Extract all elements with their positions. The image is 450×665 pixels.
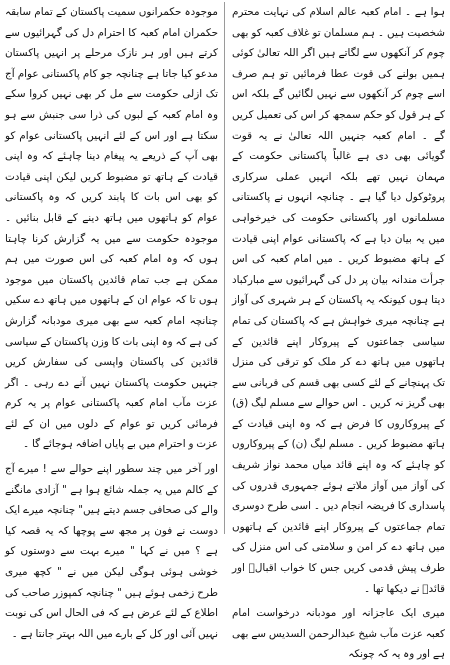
paragraph: میری ایک عاجزانہ اور مودبانہ درخواست امام کعبہ عزت مآب شیخ عبدالرحمن السدیس سے بھی ہے اور وہ یہ کہ چونکہ	[232, 607, 445, 661]
left-text-column	[2, 2, 221, 640]
right-text-column	[229, 2, 448, 661]
paragraph: موجودہ حکمرانوں سمیت پاکستان کے تمام سابقہ حکمران امام کعبہ کا احترام دل کی گہرائیوں سے کرتے ہیں اور ہر نازک مرحلے پر انہیں پاکستان مدعو کیا جاتا ہے چنانچہ جو کام پاکستانی عوام آج تک ازلی حکومت سے مل کر بھی نہیں کروا سکے وہ امام کعبہ کے لبوں کی ذرا سی جنبش سے ہو سکتا ہے اور اس کے لئے انہیں پاکستانی عوام کو بھی آپ کے ذریعے یہ پیغام دینا چاہئے کہ وہ اپنی قیادت کے ہاتھ تو مضبوط کریں لیکن اپنی قیادت کو بھی اس بات کا پابند کریں کہ وہ پاکستانی عوام کو ہاتھوں میں ہاتھ دینے کے قابل بنائیں ۔ موجودہ حکومت سے میں یہ گزارش کرنا چاہتا ہوں کہ وہ امام کعبہ کی اس صورت میں ہم ممکن ہے جب تمام قائدین پاکستان میں موجود ہوں تا کہ عوام ان کے ہاتھوں میں ہاتھ دے سکیں چنانچہ امام کعبہ سے بھی میری مودبانہ گزارش کی ہے کہ وہ اپنی بات کا وزن پاکستان کے سیاسی قائدین کی پاکستان واپسی کی سفارش کریں جنہیں حکومت پاکستان نہیں آنے دے رہی ۔ اگر عزت مآب امام کعبہ پاکستانی عوام پر یہ کرم فرمائی کریں تو عوام کے دلوں میں ان کے لئے عزت و احترام میں بے پایاں اضافہ ہوجائے گا ۔	[5, 6, 218, 451]
paragraph: ہوا ہے ۔ امام کعبہ عالم اسلام کی نہایت محترم شخصیت ہیں ۔ ہم مسلمان تو غلاف کعبہ کو بھی چوم کر آنکھوں سے لگاتے ہیں اگر اللہ تعالیٰ کوئی ہمیں بولنے کی قوت عطا فرمائیں تو ہم صرف اسے چوم کر آنکھوں سے نہیں لگائیں گے بلکہ اس کے ہر قول کو حکم سمجھ کر اس کی تعمیل کریں گے ۔ امام کعبہ جنہیں اللہ تعالیٰ نے یہ قوت گویائی بھی دی ہے غالباً پاکستانی حکومت کے مہمان نہیں تھے بلکہ انہیں عملی سرکاری پروٹوکول دیا گیا ہے ۔ چنانچہ انہوں نے پاکستانی مسلمانوں اور پاکستانی حکومت کی خیرخواہی میں یہ بیان دیا ہے کہ پاکستانی عوام اپنی قیادت کے ہاتھ مضبوط کریں ۔ میں امام کعبہ کی اس جرأت مندانہ بیان پر دل کی گہرائیوں سے مبارکباد دیتا ہوں کیونکہ یہ پاکستان کے ہر شہری کی آواز ہے چنانچہ میری خواہش ہے کہ پاکستان کی تمام سیاسی جماعتوں کے پیروکار اپنے قائدین کے ہاتھوں میں ہاتھ دے کر ملک کو ترقی کی منزل تک پہنچانے کے لئے کسی بھی قسم کی قربانی سے بھی گریز نہ کریں ۔ اس حوالے سے مسلم لیگ (ق) کے پیروکاروں کا فرض ہے کہ وہ اپنی قیادت کے ہاتھ مضبوط کریں ۔ مسلم لیگ (ن) کے پیروکاروں کو چاہئے کہ وہ اپنے قائد میاں محمد نواز شریف کی آواز میں آواز ملاتے ہوئے جمہوری قدروں کی پاسداری کا فریضہ انجام دیں ۔ اسی طرح دوسری تمام جماعتوں کے پیروکار اپنے قائدین کے ہاتھوں میں ہاتھ دے کر امن و سلامتی کی اس منزل کی طرف پیش قدمی کریں جس کا خواب اقبالؒ اور قائدؒ نے دیکھا تھا ۔	[232, 6, 445, 595]
column-divider	[224, 2, 225, 534]
paragraph: اور آخر میں چند سطور اپنے حوالے سے ! میرے آج کے کالم میں یہ جملہ شائع ہوا ہے " آزادی مانگنے والے کی صحافی جسم دیتے ہیں" چنانچہ میرے ایک دوست نے فون پر مجھ سے پوچھا کہ یہ قصہ کیا ہے ؟ میں نے کہا " میرے بہت سے دوستوں کو خوشی ہوئی ہوگی لیکن میں نے " کچھ میری طرح زخمی ہوئے ہیں " چنانچہ کمپوزر صاحب کی اطلاع کے لئے عرض ہے کہ فی الحال اس کی نوبت نہیں آئی اور کل کے بارے میں اللہ بہتر جانتا ہے ۔	[5, 463, 218, 640]
